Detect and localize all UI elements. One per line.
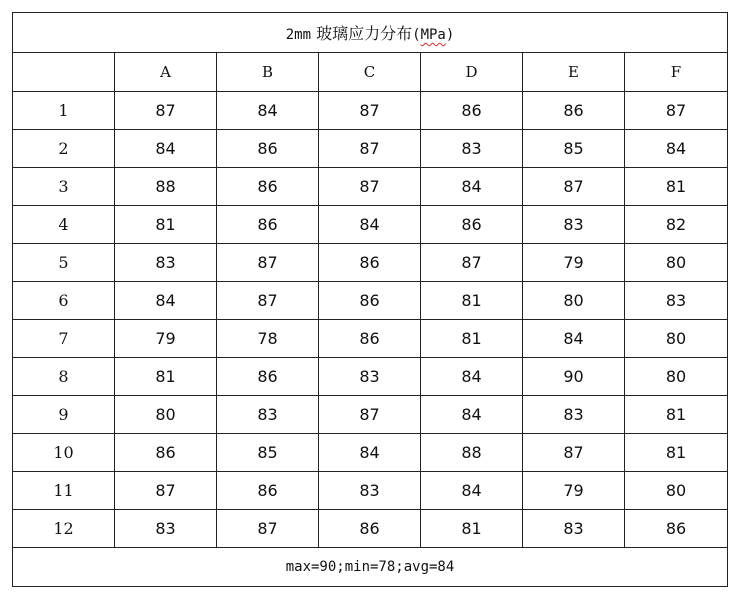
table-cell: 86 xyxy=(217,206,319,244)
table-cell: 88 xyxy=(421,434,523,472)
title-unit: MPa xyxy=(420,27,446,43)
row-label: 4 xyxy=(13,206,115,244)
table-cell: 80 xyxy=(523,282,625,320)
table-cell: 87 xyxy=(523,168,625,206)
table-cell: 84 xyxy=(115,130,217,168)
table-cell: 84 xyxy=(523,320,625,358)
table-cell: 80 xyxy=(625,244,728,282)
table-cell: 90 xyxy=(523,358,625,396)
table-cell: 83 xyxy=(115,510,217,548)
header-cell xyxy=(13,53,115,92)
row-label: 9 xyxy=(13,396,115,434)
table-cell: 83 xyxy=(115,244,217,282)
table-cell: 86 xyxy=(319,510,421,548)
table-cell: 79 xyxy=(523,244,625,282)
table-cell: 87 xyxy=(217,282,319,320)
table-row xyxy=(13,206,728,244)
table-row xyxy=(13,320,728,358)
table-cell: 80 xyxy=(625,320,728,358)
table-row xyxy=(13,472,728,510)
table-cell: 87 xyxy=(217,510,319,548)
table-row xyxy=(13,244,728,282)
table-cell: 87 xyxy=(217,244,319,282)
header-cell: D xyxy=(421,53,523,92)
table-cell: 86 xyxy=(319,282,421,320)
table-row xyxy=(13,510,728,548)
table-cell: 83 xyxy=(523,396,625,434)
table-cell: 86 xyxy=(217,168,319,206)
table-cell: 86 xyxy=(217,130,319,168)
table-cell: 81 xyxy=(625,434,728,472)
table-cell: 83 xyxy=(421,130,523,168)
table-cell: 83 xyxy=(217,396,319,434)
table-cell: 81 xyxy=(421,320,523,358)
table-cell: 84 xyxy=(319,206,421,244)
table-cell: 85 xyxy=(523,130,625,168)
table-cell: 87 xyxy=(319,92,421,130)
table-cell: 87 xyxy=(115,472,217,510)
table-cell: 86 xyxy=(115,434,217,472)
stress-table-container xyxy=(12,12,728,587)
table-cell: 87 xyxy=(625,92,728,130)
title-unit-close: ) xyxy=(445,27,455,43)
table-cell: 86 xyxy=(217,358,319,396)
row-label: 12 xyxy=(13,510,115,548)
table-cell: 84 xyxy=(421,168,523,206)
table-row xyxy=(13,396,728,434)
header-cell: E xyxy=(523,53,625,92)
table-row xyxy=(13,92,728,130)
table-cell: 87 xyxy=(115,92,217,130)
table-cell: 86 xyxy=(319,320,421,358)
table-row xyxy=(13,434,728,472)
table-cell: 88 xyxy=(115,168,217,206)
summary-stats: max=90;min=78;avg=84 xyxy=(13,548,728,587)
table-cell: 87 xyxy=(421,244,523,282)
table-cell: 87 xyxy=(319,396,421,434)
table-cell: 86 xyxy=(625,510,728,548)
row-label: 2 xyxy=(13,130,115,168)
stress-distribution-table xyxy=(12,12,728,587)
table-cell: 84 xyxy=(115,282,217,320)
table-cell: 87 xyxy=(319,168,421,206)
header-cell: B xyxy=(217,53,319,92)
table-cell: 82 xyxy=(625,206,728,244)
table-cell: 81 xyxy=(625,168,728,206)
header-row xyxy=(13,53,728,92)
table-cell: 86 xyxy=(421,92,523,130)
header-cell: C xyxy=(319,53,421,92)
title-prefix: 2mm xyxy=(285,27,312,43)
table-cell: 84 xyxy=(625,130,728,168)
table-cell: 80 xyxy=(625,472,728,510)
table-row xyxy=(13,168,728,206)
table-row xyxy=(13,358,728,396)
table-cell: 86 xyxy=(421,206,523,244)
table-cell: 80 xyxy=(625,358,728,396)
table-cell: 84 xyxy=(319,434,421,472)
row-label: 6 xyxy=(13,282,115,320)
table-row xyxy=(13,130,728,168)
summary-row xyxy=(13,548,728,587)
table-cell: 86 xyxy=(217,472,319,510)
table-cell: 80 xyxy=(115,396,217,434)
row-label: 11 xyxy=(13,472,115,510)
table-cell: 87 xyxy=(523,434,625,472)
table-cell: 83 xyxy=(319,358,421,396)
row-label: 7 xyxy=(13,320,115,358)
table-row xyxy=(13,282,728,320)
header-cell: A xyxy=(115,53,217,92)
table-cell: 81 xyxy=(115,206,217,244)
table-cell: 86 xyxy=(319,244,421,282)
table-cell: 81 xyxy=(421,282,523,320)
header-cell: F xyxy=(625,53,728,92)
table-cell: 79 xyxy=(523,472,625,510)
table-cell: 87 xyxy=(319,130,421,168)
row-label: 3 xyxy=(13,168,115,206)
row-label: 10 xyxy=(13,434,115,472)
table-cell: 84 xyxy=(421,472,523,510)
table-cell: 86 xyxy=(523,92,625,130)
row-label: 8 xyxy=(13,358,115,396)
table-cell: 81 xyxy=(421,510,523,548)
table-title xyxy=(13,13,728,53)
table-cell: 81 xyxy=(625,396,728,434)
table-cell: 78 xyxy=(217,320,319,358)
table-cell: 83 xyxy=(625,282,728,320)
table-cell: 79 xyxy=(115,320,217,358)
table-cell: 81 xyxy=(115,358,217,396)
table-cell: 84 xyxy=(421,358,523,396)
title-main: 玻璃应力分布 xyxy=(311,24,413,43)
table-cell: 83 xyxy=(523,510,625,548)
table-cell: 84 xyxy=(217,92,319,130)
table-cell: 85 xyxy=(217,434,319,472)
row-label: 1 xyxy=(13,92,115,130)
table-cell: 83 xyxy=(523,206,625,244)
row-label: 5 xyxy=(13,244,115,282)
title-row xyxy=(13,13,728,53)
table-cell: 83 xyxy=(319,472,421,510)
title-unit-open: ( xyxy=(412,27,421,43)
table-cell: 84 xyxy=(421,396,523,434)
